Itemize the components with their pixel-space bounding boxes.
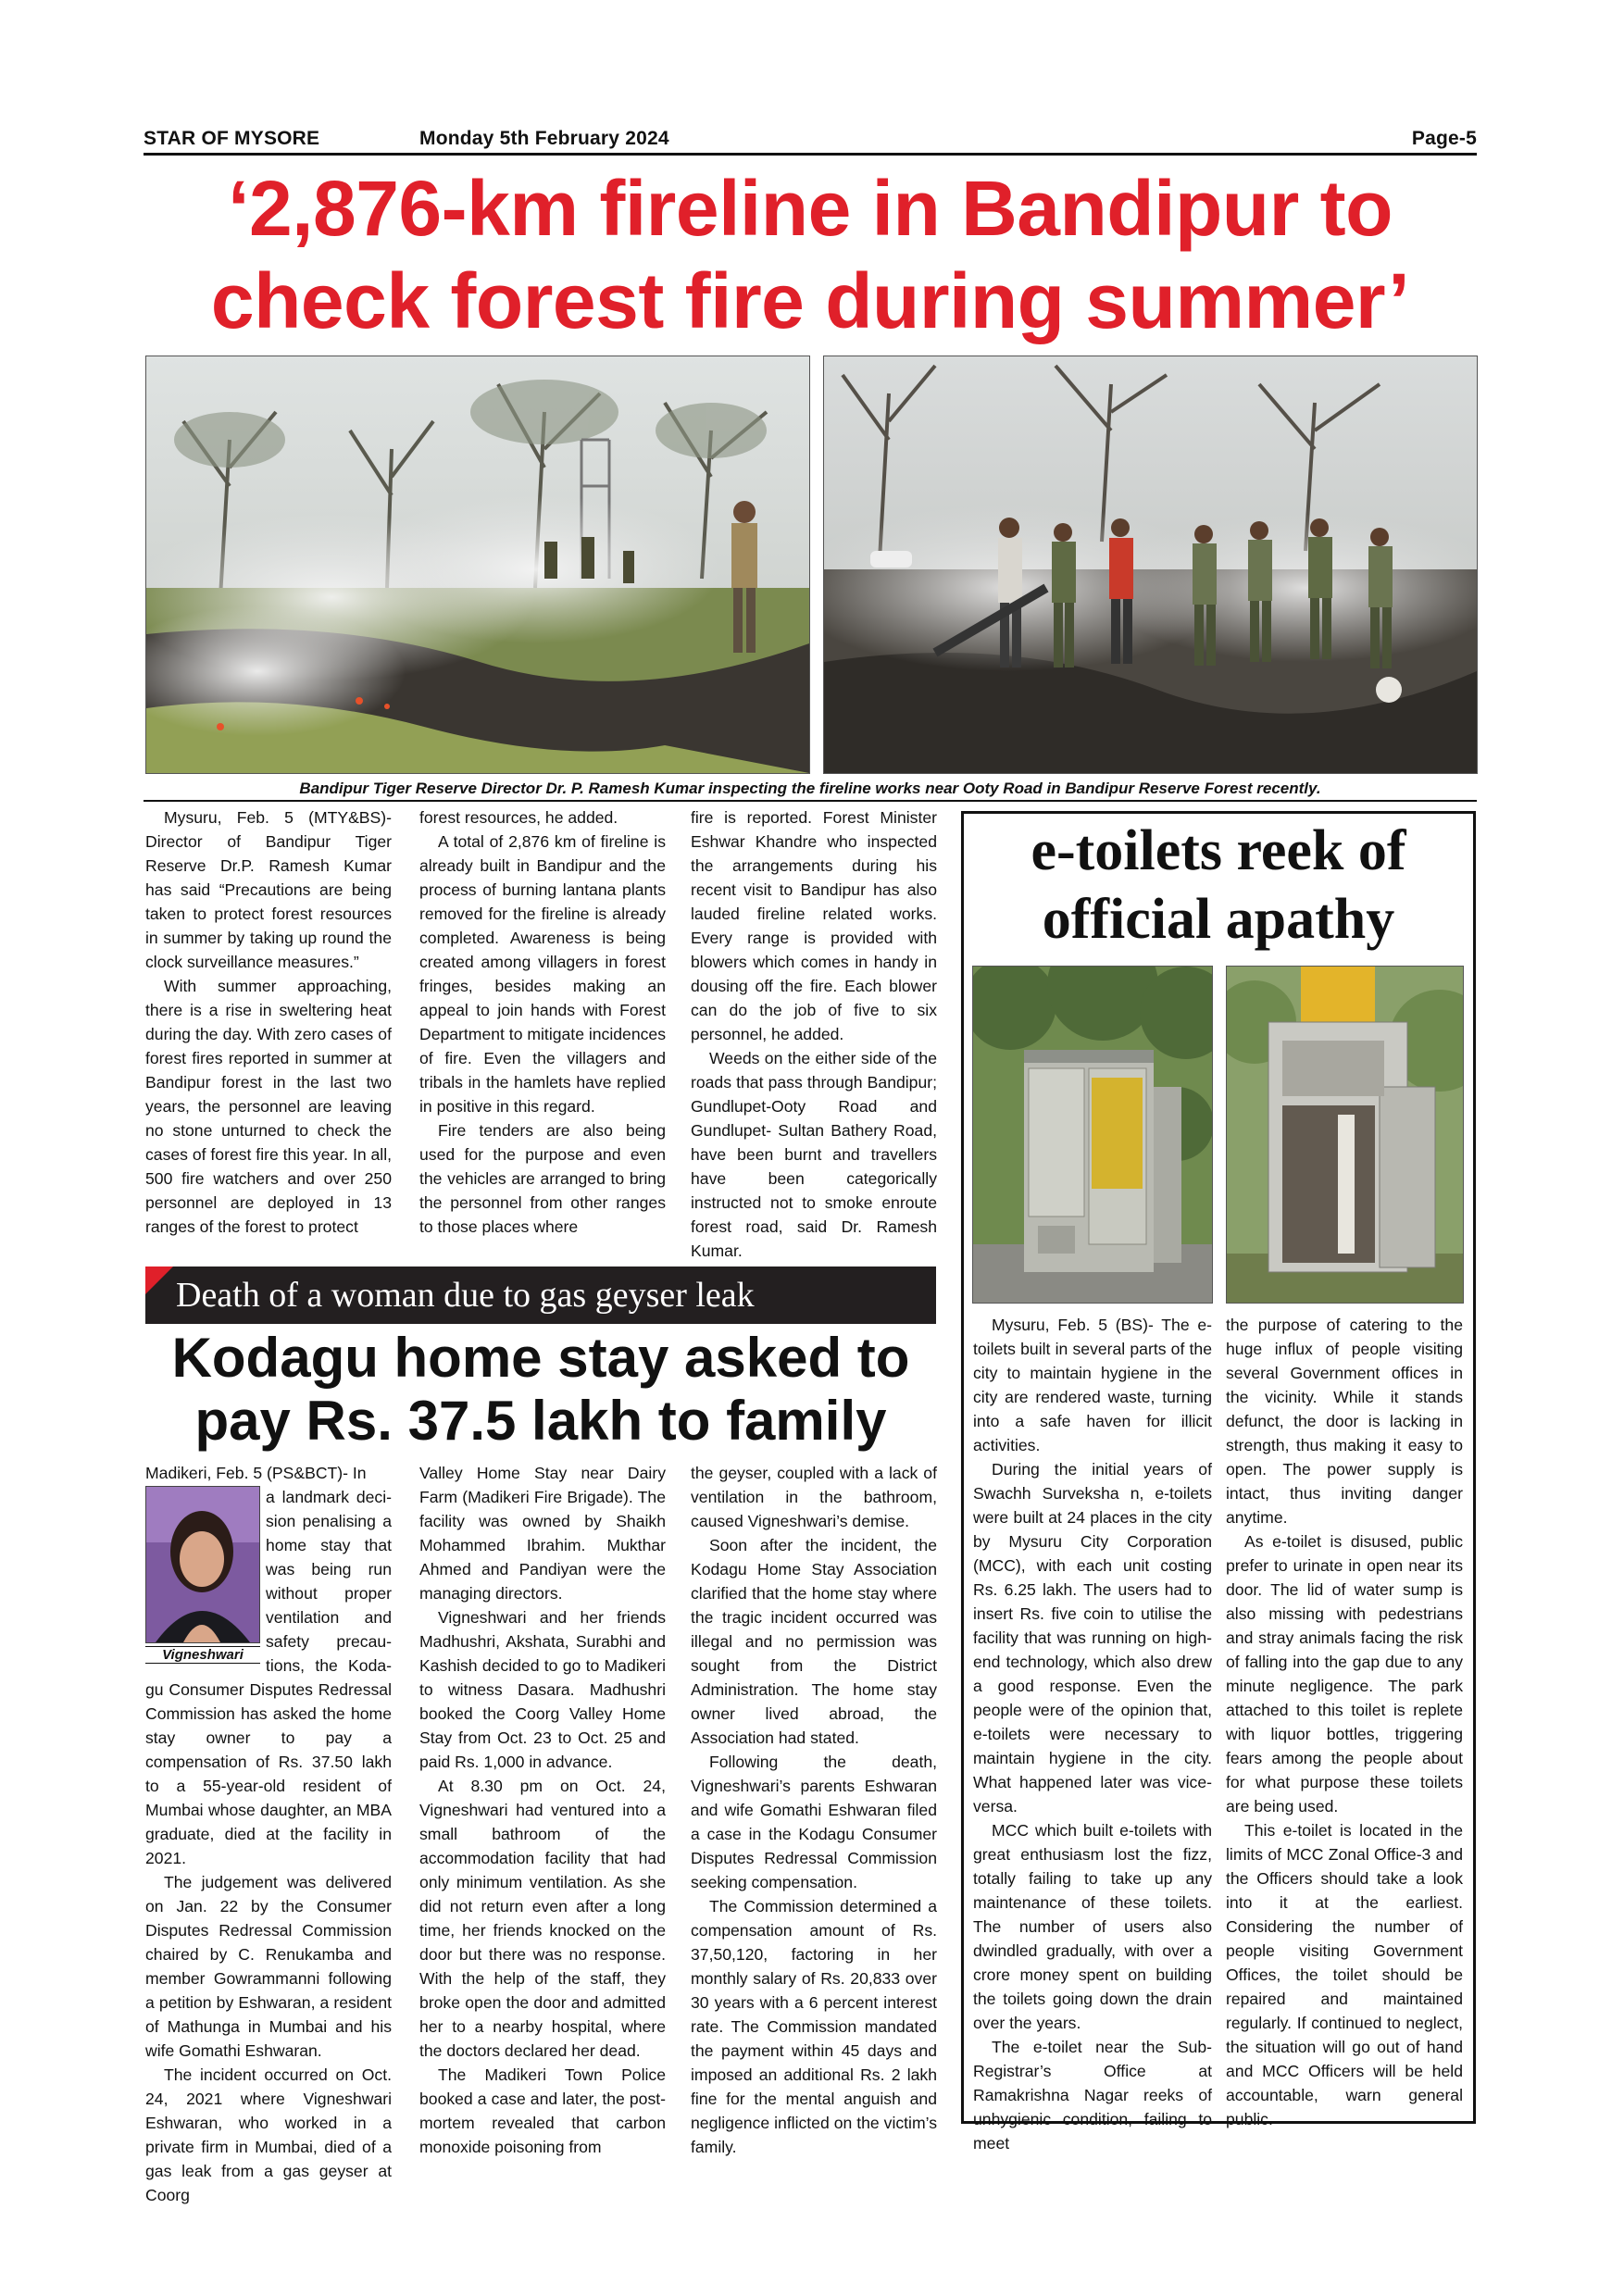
kodagu-headline-line2: pay Rs. 37.5 lakh to family: [194, 1390, 887, 1452]
paragraph: fire is reported. Forest Minister Eshwar Khandre who inspected the arrangements during his recent visit to Bandipur has also lauded fireline related works. Every range is provided with blowers which comes in handy in dousing off the fire. Each blower can do the job of five to six personnel, he added.: [691, 808, 937, 1043]
text-line: ventilation and: [266, 1608, 392, 1627]
text-line: safety precau-: [266, 1632, 392, 1651]
photo-caption: Bandipur Tiger Reserve Director Dr. P. Ramesh Kumar inspecting the fireline works near Ooty Road in Bandipur Reserve Forest recently.: [299, 780, 1321, 797]
kicker-text: Death of a woman due to gas geyser leak: [176, 1276, 755, 1315]
paragraph: Fire tenders are also being used for the purpose and even the vehicles are arranged to bring the personnel from other ranges to those places where: [419, 1121, 666, 1236]
paragraph: Madikeri, Feb. 5 (PS&BCT)- In: [145, 1464, 367, 1482]
paragraph: As e-toilet is disused, public prefer to urinate in open near its door. The lid of water sump is also missing with pedestrians and stray animals facing the risk of falling into the gap due to any minute negligence. The park attached to this toilet is replete with liquor bottles, triggering fears among the people about for what purpose these toilets are being used.: [1226, 1532, 1463, 1816]
etoilet-photo-right: [1226, 966, 1464, 1304]
paragraph: Soon after the incident, the Kodagu Home Stay Association clarified that the home stay where the tragic incident occurred was illegal and no permission was sought from the District Administration. The home stay owner lived abroad, the Association had stated.: [691, 1536, 937, 1747]
masthead-name: STAR OF MYSORE: [144, 128, 320, 149]
paragraph: The Madikeri Town Police booked a case and later, the post-mortem revealed that carbon monoxide poisoning from: [419, 2065, 666, 2156]
paragraph: the purpose of catering to the huge influx of people visiting several Government offices in the vicinity. While it stands defunct, the door is lacking in strength, thus making it easy to open. The power supply is intact, thus inviting danger anytime.: [1226, 1316, 1463, 1527]
paragraph: At 8.30 pm on Oct. 24, Vigneshwari had ventured into a small bathroom of the accommodation facility that had only minimum ventilation. As she did not return even after a long time, her friends knocked on the door but there was no response. With the help of the staff, they broke open the door and admitted her to a nearby hospital, where the doctors declared her dead.: [419, 1777, 666, 2060]
fireline-photo-right: [823, 356, 1478, 774]
etoilet-headline-line2: official apathy: [1042, 888, 1395, 951]
main-headline-line2: check forest fire during summer’: [210, 257, 1410, 344]
paragraph: The e-toilet near the Sub-Registrar’s Office at Ramakrishna Nagar reeks of unhygienic condition, failing to meet: [973, 2038, 1212, 2152]
paragraph: gu Consumer Disputes Redressal Commission has asked the home stay owner to pay a compensation of Rs. 37.50 lakh to a 55-year-old resident of Mumbai whose daughter, an MBA graduate, died at the facility in 2021.: [145, 1680, 392, 1867]
paragraph: With summer approaching, there is a rise in sweltering heat during the day. With zero cases of forest fires reported in summer at Bandipur forest in the last two years, the personnel are leaving no stone unturned to check the cases of forest fire this year. In all, 500 fire watchers and over 250 personnel are deployed in 13 ranges of the forest to protect: [145, 977, 392, 1236]
text-line: a landmark deci-: [266, 1488, 392, 1506]
kodagu-col3: [691, 1461, 937, 2159]
paragraph: Vigneshwari and her friends Madhushri, Akshata, Surabhi and Kashish decided to go to Madikeri to witness Dasara. Madhushri booked the Coorg Valley Home Stay from Oct. 23 to Oct. 25 and paid Rs. 1,000 in advance.: [419, 1608, 666, 1771]
paragraph: MCC which built e-toilets with great enthusiasm lost the fizz, totally failing to take up any maintenance of these toilets. The number of users also dwindled gradually, with over a crore money spent on building the toilets going down the drain over the years.: [973, 1821, 1212, 2032]
paragraph: Valley Home Stay near Dairy Farm (Madikeri Fire Brigade). The facility was owned by Shaikh Mohammed Ibrahim. Mukthar Ahmed and Pandiyan were the managing directors.: [419, 1464, 666, 1603]
text-line: sion penalising a: [266, 1512, 392, 1530]
paragraph: During the initial years of Swachh Surveksha n, e-toilets were built at 24 places in the city by Mysuru City Corporation (MCC), with each unit costing Rs. 6.25 lakh. The users had to insert Rs. five coin to utilise the facility that was running on high-end technology, which also drew a good response. Even the people were of the opinion that, e-toilets were necessary to maintain hygiene in the city. What happened later was vice-versa.: [973, 1460, 1212, 1816]
text-line: home stay that: [266, 1536, 392, 1554]
text-line: without proper: [266, 1584, 392, 1603]
text-line: tions, the Koda-: [266, 1656, 392, 1675]
paragraph: This e-toilet is located in the limits of MCC Zonal Office-3 and the Officers should take a look into it at the earliest. Considering the number of people visiting Government Offices, the toilet should be repaired and maintained regularly. If continued to neglect, the situation will go out of hand and MCC Officers will be held accountable, warn general public.: [1226, 1821, 1463, 2128]
banner-accent: [145, 1267, 173, 1294]
issue-date: Monday 5th February 2024: [419, 128, 669, 149]
header-rule: [144, 153, 1477, 156]
paragraph: The incident occurred on Oct. 24, 2021 where Vigneshwari Eshwaran, who worked in a private firm in Mumbai, died of a gas leak from a gas geyser at Coorg: [145, 2065, 392, 2204]
etoilet-col2: [1226, 1313, 1463, 2131]
fireline-photo-left: [145, 356, 810, 774]
main-headline-line1: ‘2,876-km fireline in Bandipur to: [228, 165, 1393, 252]
main-story-col2: [419, 805, 666, 1239]
paragraph: The judgement was delivered on Jan. 22 by the Consumer Disputes Redressal Commission chaired by C. Renukamba and member Gowrammanni following a petition by Eshwaran, a resident of Mathunga in Mumbai and his wife Gomathi Eshwaran.: [145, 1873, 392, 2060]
kodagu-headline-line1: Kodagu home stay asked to: [171, 1327, 910, 1389]
etoilet-headline-line1: e-toilets reek of: [1031, 819, 1406, 882]
paragraph: Mysuru, Feb. 5 (MTY&BS)- Director of Bandipur Tiger Reserve Dr.P. Ramesh Kumar has said “Precautions are being taken to protect forest resources in summer by taking up round the clock surveillance measures.”: [145, 808, 392, 971]
caption-rule: [144, 800, 1477, 802]
wrap-around-text: [266, 1485, 392, 1678]
paragraph: Weeds on the either side of the roads that pass through Bandipur; Gundlupet-Ooty Road and Gundlupet- Sultan Bathery Road, have been burnt and travellers have been categorically instructed not to smoke enroute forest road, said Dr. Ramesh Kumar.: [691, 1049, 937, 1260]
main-story-col3: [691, 805, 937, 1263]
paragraph: the geyser, coupled with a lack of ventilation in the bathroom, caused Vigneshwari’s demise.: [691, 1464, 937, 1530]
text-line: was being run: [266, 1560, 392, 1578]
kodagu-col2: [419, 1461, 666, 2159]
paragraph: Mysuru, Feb. 5 (BS)- The e-toilets built in several parts of the city to maintain hygiene in the city are rendered waste, turning into a safe haven for illicit activities.: [973, 1316, 1212, 1454]
main-story-col1: [145, 805, 392, 1239]
kodagu-col1: [145, 1461, 392, 2207]
paragraph: A total of 2,876 km of fireline is already built in Bandipur and the process of burning lantana plants removed for the fireline is already completed. Awareness is being created among villagers in forest fringes, besides making an appeal to join hands with Forest Department to mitigate incidences of fire. Even the villagers and tribals in the hamlets have replied in positive in this regard.: [419, 832, 666, 1116]
portrait-caption: Vigneshwari: [145, 1646, 260, 1664]
etoilet-photo-left: [972, 966, 1213, 1304]
paragraph: The Commission determined a compensation amount of Rs. 37,50,120, factoring in her monthly salary of Rs. 20,833 over 30 years with a 6 percent interest rate. The Commission mandated the payment within 45 days and imposed an additional Rs. 2 lakh fine for the mental anguish and negligence inflicted on the victim’s family.: [691, 1897, 937, 2156]
paragraph: Following the death, Vigneshwari’s parents Eshwaran and wife Gomathi Eshwaran filed a case in the Kodagu Consumer Disputes Redressal Commission seeking compensation.: [691, 1753, 937, 1891]
etoilet-col1: [973, 1313, 1212, 2155]
page-number: Page-5: [1411, 128, 1477, 149]
paragraph: forest resources, he added.: [419, 808, 618, 827]
